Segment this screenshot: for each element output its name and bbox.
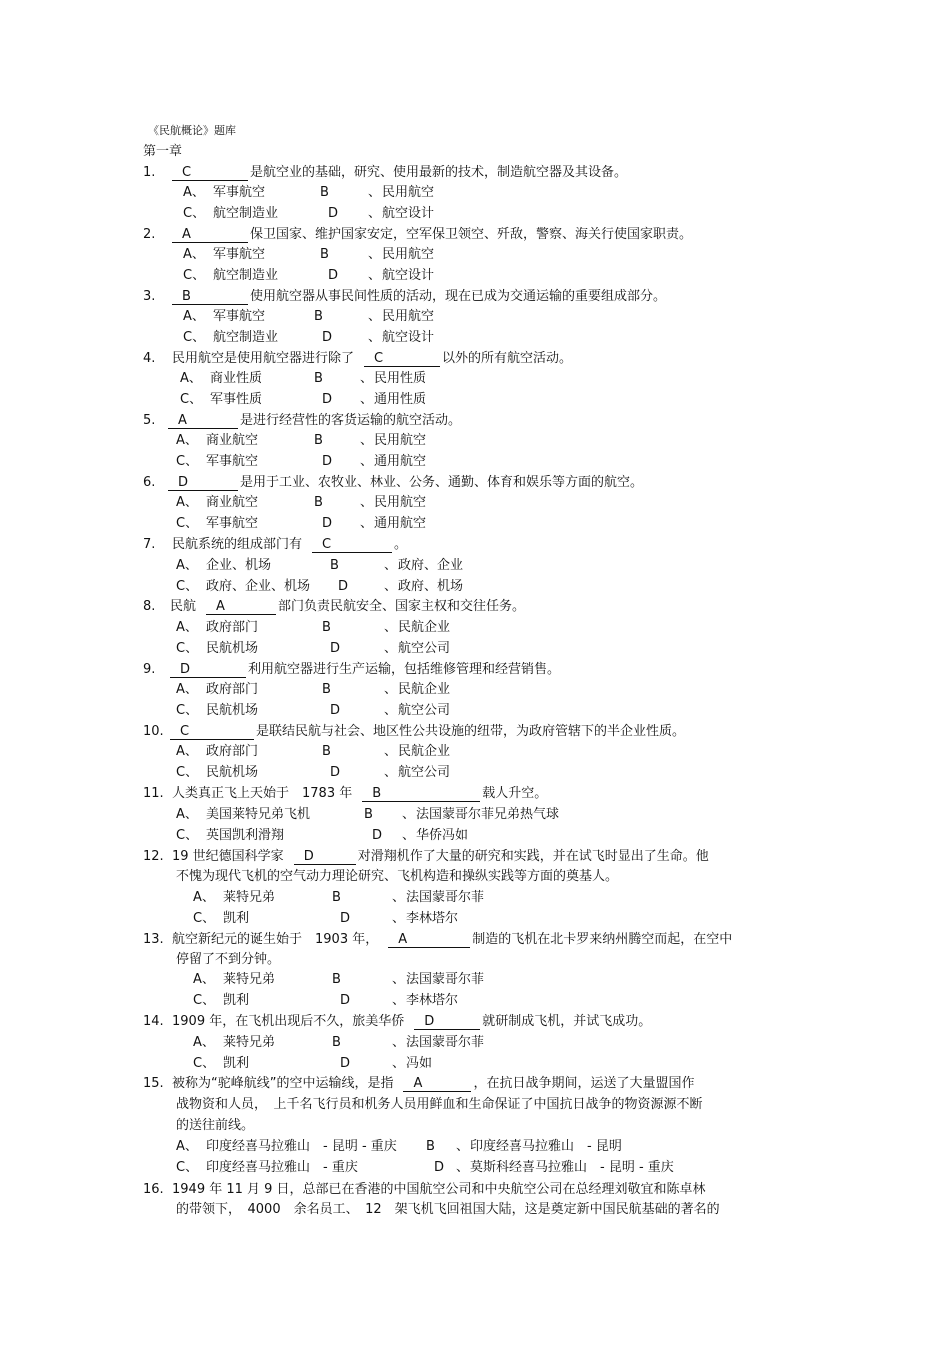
option-letter: A、	[176, 558, 198, 573]
question-number: 11.	[143, 786, 164, 801]
option-letter: C、	[176, 579, 199, 594]
option-text: 印度经喜马拉雅山 - 昆明 - 重庆	[206, 1139, 397, 1154]
option-letter: C、	[183, 268, 206, 283]
option-letter: A、	[193, 972, 215, 987]
option-separator: 、	[368, 309, 382, 324]
option-text: 政府、企业	[398, 558, 464, 573]
option-text: 航空制造业	[213, 268, 279, 283]
option-letter: D	[340, 993, 351, 1008]
option-row	[193, 890, 793, 906]
option-separator: 、	[384, 641, 398, 656]
answer-blank	[172, 228, 248, 243]
option-separator: 、	[368, 206, 382, 221]
option-row	[176, 454, 776, 470]
option-row	[183, 247, 783, 263]
option-text: 华侨冯如	[416, 828, 469, 843]
option-text: 航空设计	[382, 268, 435, 283]
option-text: 航空公司	[398, 703, 451, 718]
option-letter: D	[340, 911, 351, 926]
option-text: 凯利	[223, 911, 250, 926]
question-stem-suffix: 以外的所有航空活动。	[442, 351, 573, 366]
option-row	[176, 765, 776, 781]
option-row	[183, 206, 783, 222]
answer-letter: A	[398, 932, 408, 947]
option-separator: 、	[384, 579, 398, 594]
option-letter: D	[322, 330, 333, 345]
option-row	[176, 1160, 776, 1176]
option-text: 莱特兄弟	[223, 972, 276, 987]
answer-letter: B	[182, 289, 191, 304]
option-letter: A、	[176, 1139, 198, 1154]
option-letter: A、	[183, 185, 205, 200]
answer-letter: D	[180, 662, 191, 677]
option-row	[183, 309, 783, 325]
question-number: 2.	[143, 227, 156, 242]
option-row	[193, 993, 793, 1009]
answer-letter: C	[322, 537, 332, 552]
option-letter: C、	[183, 206, 206, 221]
option-text: 民航企业	[398, 682, 451, 697]
option-separator: 、	[392, 972, 406, 987]
option-letter: C、	[176, 454, 199, 469]
question-stem-continued: 的带领下， 4000 余名员工、 12 架飞机飞回祖国大陆，这是奠定新中国民航基础的著名的	[176, 1202, 720, 1217]
option-letter: B	[332, 890, 341, 905]
option-text: 民航企业	[398, 744, 451, 759]
option-letter: A、	[176, 744, 198, 759]
option-row	[176, 620, 776, 636]
option-separator: 、	[368, 330, 382, 345]
option-letter: D	[328, 268, 339, 283]
option-row	[183, 185, 783, 201]
answer-blank	[206, 600, 276, 615]
option-text: 航空设计	[382, 330, 435, 345]
option-row	[176, 828, 776, 844]
question-4	[143, 351, 572, 367]
option-text: 军事航空	[213, 185, 266, 200]
question-stem-suffix: 是用于工业、农牧业、林业、公务、通勤、体育和娱乐等方面的航空。	[240, 475, 644, 490]
option-letter: A、	[193, 890, 215, 905]
option-letter: C、	[193, 1056, 216, 1071]
option-text: 军事航空	[206, 516, 259, 531]
answer-blank	[403, 1077, 471, 1092]
option-row	[176, 682, 776, 698]
option-letter: B	[322, 682, 331, 697]
option-row	[176, 744, 776, 760]
question-stem-suffix: 制造的飞机在北卡罗来纳州腾空而起，在空中	[472, 932, 733, 947]
option-text: 民用航空	[382, 309, 435, 324]
option-letter: B	[322, 620, 331, 635]
answer-letter: C	[374, 351, 384, 366]
answer-letter: D	[178, 475, 189, 490]
option-row	[176, 807, 776, 823]
option-text: 商业性质	[210, 371, 263, 386]
answer-letter: C	[182, 165, 192, 180]
option-separator: 、	[360, 516, 374, 531]
option-row	[180, 392, 780, 408]
answer-blank	[168, 476, 238, 491]
option-separator: 、	[360, 454, 374, 469]
answer-letter: A	[216, 599, 225, 614]
question-stem-suffix: 。	[394, 537, 408, 552]
question-stem-prefix: 1909 年，在飞机出现后不久，旅美华侨	[172, 1014, 405, 1029]
option-text: 莫斯科经喜马拉雅山 - 昆明 - 重庆	[470, 1160, 674, 1175]
option-separator: 、	[368, 268, 382, 283]
option-text: 李林塔尔	[406, 993, 459, 1008]
answer-blank	[362, 787, 480, 802]
question-stem-prefix: 被称为“驼峰航线”的空中运输线，是指	[172, 1076, 394, 1091]
option-text: 英国凯利滑翔	[206, 828, 285, 843]
option-letter: C、	[176, 828, 199, 843]
question-number: 1.	[143, 165, 156, 180]
option-separator: 、	[402, 807, 416, 822]
option-letter: B	[330, 558, 339, 573]
option-text: 军事航空	[206, 454, 259, 469]
option-text: 莱特兄弟	[223, 1035, 276, 1050]
option-letter: D	[330, 765, 341, 780]
option-text: 军事性质	[210, 392, 263, 407]
option-text: 军事航空	[213, 247, 266, 262]
option-row	[193, 972, 793, 988]
option-text: 通用航空	[374, 454, 427, 469]
option-separator: 、	[456, 1160, 470, 1175]
question-10	[143, 724, 685, 740]
option-letter: B	[364, 807, 373, 822]
option-letter: B	[320, 185, 329, 200]
answer-blank	[388, 933, 470, 948]
question-stem-suffix: 使用航空器从事民间性质的活动，现在已成为交通运输的重要组成部分。	[250, 289, 667, 304]
question-2	[143, 227, 692, 243]
question-stem-prefix: 19 世纪德国科学家	[172, 849, 284, 864]
option-letter: D	[322, 454, 333, 469]
option-letter: A、	[183, 247, 205, 262]
option-letter: C、	[193, 911, 216, 926]
option-letter: A、	[176, 495, 198, 510]
option-letter: B	[314, 309, 323, 324]
question-stem-prefix: 航空新纪元的诞生始于 1903 年，	[172, 932, 379, 947]
answer-blank	[172, 290, 248, 305]
option-text: 民用性质	[374, 371, 427, 386]
question-number: 8.	[143, 599, 156, 614]
option-text: 航空设计	[382, 206, 435, 221]
option-row	[176, 433, 776, 449]
option-text: 李林塔尔	[406, 911, 459, 926]
option-text: 航空公司	[398, 765, 451, 780]
question-number: 6.	[143, 475, 156, 490]
answer-blank	[312, 538, 392, 553]
option-text: 民航机场	[206, 703, 259, 718]
option-separator: 、	[384, 744, 398, 759]
answer-letter: A	[182, 227, 191, 242]
question-number: 7.	[143, 537, 156, 552]
question-number: 5.	[143, 413, 156, 428]
option-text: 民航机场	[206, 765, 259, 780]
chapter-heading: 第一章	[143, 144, 183, 159]
option-text: 莱特兄弟	[223, 890, 276, 905]
option-letter: C、	[180, 392, 203, 407]
option-separator: 、	[384, 682, 398, 697]
question-6	[143, 475, 643, 491]
option-text: 民用航空	[374, 433, 427, 448]
question-14	[143, 1014, 651, 1030]
option-text: 政府、机场	[398, 579, 464, 594]
option-letter: B	[322, 744, 331, 759]
option-row	[176, 1139, 776, 1155]
option-row	[176, 495, 776, 511]
answer-blank	[172, 166, 248, 181]
option-text: 法国蒙哥尔菲	[406, 890, 485, 905]
option-letter: D	[372, 828, 383, 843]
answer-blank	[414, 1015, 480, 1030]
question-stem-suffix: 保卫国家、维护国家安定，空军保卫领空、歼敌，警察、海关行使国家职责。	[250, 227, 693, 242]
answer-blank	[168, 414, 238, 429]
option-separator: 、	[392, 911, 406, 926]
option-text: 通用性质	[374, 392, 427, 407]
option-row	[193, 1035, 793, 1051]
option-letter: D	[330, 641, 341, 656]
option-letter: B	[314, 495, 323, 510]
option-separator: 、	[384, 703, 398, 718]
option-letter: D	[322, 516, 333, 531]
question-number: 15.	[143, 1076, 164, 1091]
question-stem-continued: 的送往前线。	[176, 1118, 255, 1133]
option-letter: A、	[193, 1035, 215, 1050]
option-letter: C、	[183, 330, 206, 345]
option-text: 民用航空	[374, 495, 427, 510]
question-stem-continued: 战物资和人员， 上千名飞行员和机务人员用鲜血和生命保证了中国抗日战争的物资源源不断	[176, 1097, 703, 1112]
option-separator: 、	[368, 185, 382, 200]
answer-blank	[364, 352, 440, 367]
answer-letter: D	[424, 1014, 435, 1029]
option-row	[176, 641, 776, 657]
question-stem-suffix: ，在抗日战争期间，运送了大量盟国作	[473, 1076, 695, 1091]
answer-letter: D	[303, 849, 314, 864]
option-letter: A、	[183, 309, 205, 324]
option-text: 冯如	[406, 1056, 433, 1071]
question-11	[143, 786, 547, 802]
option-row	[176, 579, 776, 595]
option-row	[176, 558, 776, 574]
option-letter: B	[426, 1139, 435, 1154]
option-letter: A、	[176, 807, 198, 822]
question-stem-prefix: 民航系统的组成部门有	[172, 537, 303, 552]
question-9	[143, 662, 560, 678]
option-row	[176, 703, 776, 719]
option-text: 政府部门	[206, 620, 259, 635]
question-stem-prefix: 人类真正飞上天始于 1783 年	[172, 786, 353, 801]
question-stem-prefix: 民航	[170, 599, 197, 614]
question-8	[143, 599, 525, 615]
option-letter: D	[434, 1160, 445, 1175]
option-text: 航空制造业	[213, 330, 279, 345]
question-stem-continued: 停留了不到分钟。	[176, 952, 281, 967]
question-16	[143, 1182, 706, 1198]
answer-letter: A	[413, 1076, 423, 1091]
option-text: 商业航空	[206, 433, 259, 448]
option-text: 民航机场	[206, 641, 259, 656]
question-stem-suffix: 对滑翔机作了大量的研究和实践，并在试飞时显出了生命。他	[357, 849, 709, 864]
option-letter: C、	[176, 516, 199, 531]
answer-blank	[170, 663, 246, 678]
option-separator: 、	[384, 765, 398, 780]
option-text: 军事航空	[213, 309, 266, 324]
option-letter: B	[314, 371, 323, 386]
option-text: 凯利	[223, 1056, 250, 1071]
option-text: 政府部门	[206, 682, 259, 697]
answer-letter: A	[178, 413, 187, 428]
option-separator: 、	[368, 247, 382, 262]
option-row	[183, 268, 783, 284]
answer-blank	[294, 850, 356, 865]
option-separator: 、	[392, 1056, 406, 1071]
option-text: 航空制造业	[213, 206, 279, 221]
question-number: 14.	[143, 1014, 164, 1029]
option-row	[193, 911, 793, 927]
question-stem-prefix: 1949 年 11 月 9 日，总部已在香港的中国航空公司和中央航空公司在总经理刘敬宜和陈卓林	[172, 1182, 706, 1197]
question-stem-continued: 不愧为现代飞机的空气动力理论研究、飞机构造和操纵实践等方面的奠基人。	[176, 869, 619, 884]
question-number: 12.	[143, 849, 164, 864]
question-15	[143, 1076, 695, 1092]
question-stem-prefix: 民用航空是使用航空器进行除了	[172, 351, 355, 366]
option-text: 法国蒙哥尔菲	[406, 1035, 485, 1050]
option-letter: A、	[180, 371, 202, 386]
option-text: 政府部门	[206, 744, 259, 759]
question-number: 4.	[143, 351, 156, 366]
question-12	[143, 849, 709, 865]
option-separator: 、	[392, 1035, 406, 1050]
question-stem-suffix: 利用航空器进行生产运输，包括维修管理和经营销售。	[248, 662, 561, 677]
option-row	[183, 330, 783, 346]
question-5	[143, 413, 461, 429]
question-number: 13.	[143, 932, 164, 947]
option-text: 民航企业	[398, 620, 451, 635]
option-letter: A、	[176, 433, 198, 448]
option-text: 企业、机场	[206, 558, 272, 573]
option-letter: D	[338, 579, 349, 594]
option-letter: A、	[176, 620, 198, 635]
option-separator: 、	[360, 371, 374, 386]
option-text: 凯利	[223, 993, 250, 1008]
option-letter: B	[314, 433, 323, 448]
option-separator: 、	[384, 558, 398, 573]
option-letter: C、	[193, 993, 216, 1008]
question-stem-suffix: 是航空业的基础，研究、使用最新的技术，制造航空器及其设备。	[250, 165, 628, 180]
option-letter: C、	[176, 703, 199, 718]
question-7	[143, 537, 407, 553]
option-separator: 、	[402, 828, 416, 843]
option-text: 法国蒙哥尔菲	[406, 972, 485, 987]
option-row	[176, 516, 776, 532]
question-3	[143, 289, 666, 305]
question-number: 3.	[143, 289, 156, 304]
option-separator: 、	[360, 495, 374, 510]
option-text: 印度经喜马拉雅山 - 昆明	[470, 1139, 622, 1154]
option-separator: 、	[392, 993, 406, 1008]
option-separator: 、	[456, 1139, 470, 1154]
question-stem-suffix: 载人升空。	[482, 786, 548, 801]
question-1	[143, 165, 627, 181]
option-row	[193, 1056, 793, 1072]
option-separator: 、	[360, 392, 374, 407]
option-text: 印度经喜马拉雅山 - 重庆	[206, 1160, 358, 1175]
question-stem-suffix: 部门负责民航安全、国家主权和交往任务。	[278, 599, 526, 614]
option-text: 法国蒙哥尔菲兄弟热气球	[416, 807, 560, 822]
question-13	[143, 932, 732, 948]
option-text: 通用航空	[374, 516, 427, 531]
option-text: 商业航空	[206, 495, 259, 510]
option-text: 航空公司	[398, 641, 451, 656]
question-stem-suffix: 是进行经营性的客货运输的航空活动。	[240, 413, 462, 428]
option-letter: D	[322, 392, 333, 407]
option-letter: D	[330, 703, 341, 718]
answer-letter: B	[372, 786, 382, 801]
question-stem-suffix: 是联结民航与社会、地区性公共设施的纽带，为政府管辖下的半企业性质。	[256, 724, 686, 739]
option-letter: B	[332, 972, 341, 987]
question-number: 16.	[143, 1182, 164, 1197]
option-separator: 、	[392, 890, 406, 905]
option-separator: 、	[360, 433, 374, 448]
option-letter: B	[332, 1035, 341, 1050]
option-letter: D	[328, 206, 339, 221]
question-stem-suffix: 就研制成飞机，并试飞成功。	[482, 1014, 652, 1029]
question-number: 10.	[143, 724, 164, 739]
option-letter: C、	[176, 1160, 199, 1175]
answer-blank	[170, 725, 254, 740]
option-letter: C、	[176, 641, 199, 656]
option-text: 政府、企业、机场	[206, 579, 311, 594]
option-letter: D	[340, 1056, 351, 1071]
option-separator: 、	[384, 620, 398, 635]
option-row	[180, 371, 780, 387]
doc-title: 《民航概论》题库	[148, 124, 236, 137]
option-text: 民用航空	[382, 185, 435, 200]
answer-letter: C	[180, 724, 190, 739]
option-text: 民用航空	[382, 247, 435, 262]
option-letter: C、	[176, 765, 199, 780]
question-number: 9.	[143, 662, 156, 677]
option-text: 美国莱特兄弟飞机	[206, 807, 311, 822]
option-letter: B	[320, 247, 329, 262]
option-letter: A、	[176, 682, 198, 697]
